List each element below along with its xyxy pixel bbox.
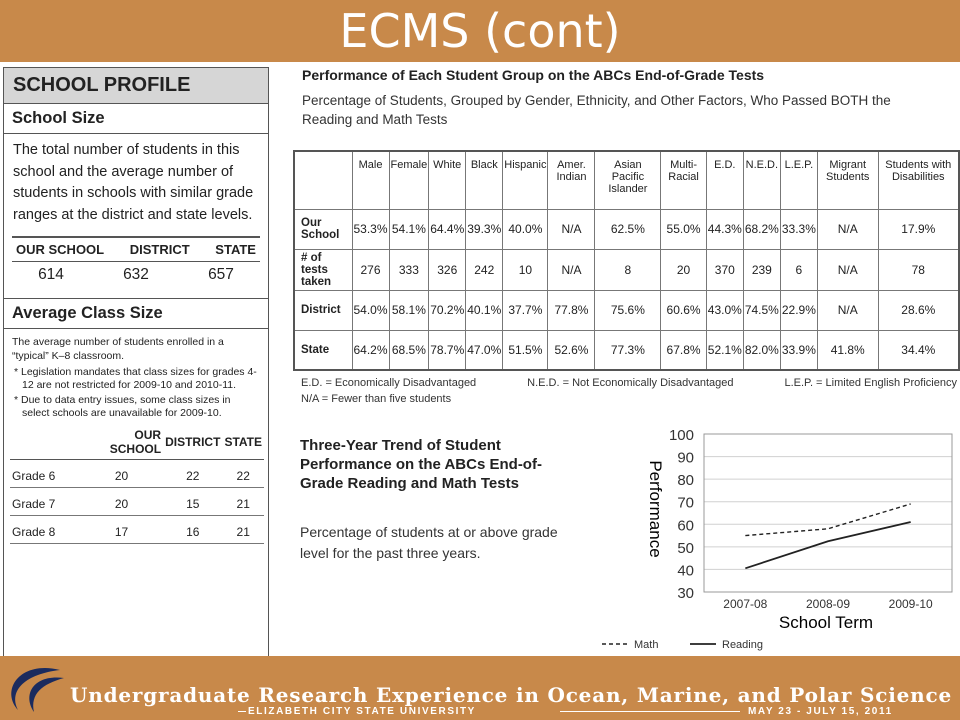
- school-profile-header: SCHOOL PROFILE: [4, 68, 268, 104]
- row-label: # of tests taken: [294, 249, 352, 290]
- footer-program-title: Undergraduate Research Experience in Ocean, Marine, and Polar Science: [70, 683, 952, 707]
- col-state: STATE: [215, 241, 256, 257]
- x-tick-label: 2007-08: [723, 597, 768, 611]
- table-row: [10, 488, 264, 516]
- table-cell: 40.1%: [466, 290, 503, 330]
- table-row: [294, 209, 959, 249]
- table-cell: 370: [706, 249, 743, 290]
- school-size-header-row: [4, 238, 268, 261]
- table-row: [294, 290, 959, 330]
- legend-label: Reading: [722, 639, 763, 651]
- avg-class-size-heading: Average Class Size: [4, 298, 268, 329]
- legend-lep: L.E.P. = Limited English Proficiency: [784, 377, 957, 389]
- table-cell: 28.6%: [878, 290, 959, 330]
- x-tick-label: 2008-09: [805, 597, 851, 611]
- table-cell: 52.6%: [548, 330, 595, 370]
- column-header: Hispanic: [503, 151, 548, 209]
- table-cell: 34.4%: [878, 330, 959, 370]
- state-size: 657: [208, 266, 234, 283]
- col-district: DISTRICT: [163, 425, 222, 460]
- table-cell: 82.0%: [743, 330, 780, 370]
- table-cell: 53.3%: [352, 209, 389, 249]
- table-cell: 52.1%: [706, 330, 743, 370]
- column-header: Black: [466, 151, 503, 209]
- row-label: State: [294, 330, 352, 370]
- school-size-description: The total number of students in this school and the average number of students in schools with similar grade ranges at the district and state levels.: [13, 142, 254, 223]
- grade-label: Grade 6: [10, 460, 80, 488]
- y-tick-label: 80: [677, 472, 694, 490]
- legend-ned: N.E.D. = Not Economically Disadvantaged: [527, 377, 734, 389]
- table-cell: 239: [743, 249, 780, 290]
- table-cell: 40.0%: [503, 209, 548, 249]
- district-value: 22: [163, 460, 222, 488]
- avg-class-note: * Legislation mandates that class sizes for grades 4-12 are not restricted for 2009-10 and 2010-11.: [14, 366, 257, 391]
- table-cell: 68.2%: [743, 209, 780, 249]
- table-cell: 41.8%: [817, 330, 878, 370]
- column-header: Asian Pacific Islander: [595, 151, 661, 209]
- school-value: 17: [80, 516, 163, 544]
- avg-class-note: * Due to data entry issues, some class sizes in select schools are unavailable for 2009-10.: [14, 394, 231, 419]
- trend-line-chart: [600, 422, 960, 656]
- table-cell: 39.3%: [466, 209, 503, 249]
- table-cell: 8: [595, 249, 661, 290]
- series-line-reading: [745, 522, 910, 568]
- column-header: Male: [352, 151, 389, 209]
- trend-title: Three-Year Trend of Student Performance on the ABCs End-of-Grade Reading and Math Tests: [300, 437, 542, 492]
- series-line-math: [745, 504, 910, 536]
- state-value: 21: [222, 488, 264, 516]
- table-cell: 77.8%: [548, 290, 595, 330]
- table-header-row: [294, 151, 959, 209]
- table-cell: 54.0%: [352, 290, 389, 330]
- grade-label: Grade 7: [10, 488, 80, 516]
- table-row: [294, 330, 959, 370]
- table-cell: 20: [661, 249, 706, 290]
- footer-dates: MAY 23 - JULY 15, 2011: [748, 706, 893, 717]
- legend-na: N/A = Fewer than five students: [301, 393, 452, 405]
- col-our-school: OUR SCHOOL: [16, 241, 105, 257]
- column-header: Amer. Indian: [548, 151, 595, 209]
- footer-university: ELIZABETH CITY STATE UNIVERSITY: [248, 706, 476, 717]
- performance-table: [293, 150, 960, 371]
- table-cell: 58.1%: [389, 290, 429, 330]
- table-header-row: [10, 425, 264, 460]
- y-tick-label: 40: [677, 562, 694, 580]
- column-header: Multi-Racial: [661, 151, 706, 209]
- performance-subtitle: Percentage of Students, Grouped by Gender, Ethnicity, and Other Factors, Who Passed BOTH the Reading and Math Tests: [302, 93, 891, 127]
- table-cell: 70.2%: [429, 290, 466, 330]
- column-header: L.E.P.: [780, 151, 817, 209]
- column-header: N.E.D.: [743, 151, 780, 209]
- state-value: 21: [222, 516, 264, 544]
- district-value: 15: [163, 488, 222, 516]
- y-tick-label: 100: [668, 427, 694, 444]
- table-cell: N/A: [817, 249, 878, 290]
- table-cell: 75.6%: [595, 290, 661, 330]
- legend-ed: E.D. = Economically Disadvantaged: [301, 377, 477, 389]
- performance-table-body: [294, 209, 959, 370]
- table-cell: 47.0%: [466, 330, 503, 370]
- performance-title: Performance of Each Student Group on the ABCs End-of-Grade Tests: [302, 67, 765, 83]
- table-cell: 33.9%: [780, 330, 817, 370]
- table-cell: 333: [389, 249, 429, 290]
- footer-rule: [560, 711, 740, 712]
- table-cell: 64.4%: [429, 209, 466, 249]
- table-cell: 60.6%: [661, 290, 706, 330]
- table-cell: 6: [780, 249, 817, 290]
- table-cell: 242: [466, 249, 503, 290]
- our-school-size: 614: [38, 266, 64, 283]
- table-cell: 17.9%: [878, 209, 959, 249]
- y-tick-label: 70: [677, 494, 694, 512]
- district-value: 16: [163, 516, 222, 544]
- y-tick-label: 90: [677, 449, 694, 467]
- table-cell: N/A: [817, 290, 878, 330]
- table-cell: 77.3%: [595, 330, 661, 370]
- school-profile-panel: [3, 67, 269, 657]
- table-cell: 43.0%: [706, 290, 743, 330]
- column-header: White: [429, 151, 466, 209]
- table-cell: 68.5%: [389, 330, 429, 370]
- table-cell: 37.7%: [503, 290, 548, 330]
- table-cell: 22.9%: [780, 290, 817, 330]
- table-cell: 10: [503, 249, 548, 290]
- avg-class-description: The average number of students enrolled in a “typical” K–8 classroom.: [12, 336, 224, 362]
- legend-label: Math: [634, 639, 659, 651]
- trend-description: Percentage of students at or above grade level for the past three years.: [300, 524, 558, 561]
- school-value: 20: [80, 460, 163, 488]
- table-cell: 326: [429, 249, 466, 290]
- table-cell: 55.0%: [661, 209, 706, 249]
- x-axis-label: School Term: [778, 613, 874, 632]
- row-label: Our School: [294, 209, 352, 249]
- y-axis-label: Performance: [646, 460, 665, 558]
- table-cell: N/A: [548, 209, 595, 249]
- table-cell: 78.7%: [429, 330, 466, 370]
- table-cell: 276: [352, 249, 389, 290]
- table-legend: [301, 377, 957, 405]
- x-tick-label: 2009-10: [888, 597, 933, 611]
- table-cell: 62.5%: [595, 209, 661, 249]
- district-size: 632: [123, 266, 149, 283]
- table-cell: 33.3%: [780, 209, 817, 249]
- y-tick-label: 30: [677, 585, 694, 602]
- grade-label: Grade 8: [10, 516, 80, 544]
- table-row: [10, 516, 264, 544]
- column-header: Female: [389, 151, 429, 209]
- school-size-heading: School Size: [4, 104, 268, 134]
- school-size-values-row: [4, 262, 268, 298]
- state-value: 22: [222, 460, 264, 488]
- table-cell: 44.3%: [706, 209, 743, 249]
- col-state: STATE: [222, 425, 264, 460]
- table-cell: 54.1%: [389, 209, 429, 249]
- footer-rule: [238, 711, 246, 712]
- table-cell: 64.2%: [352, 330, 389, 370]
- row-label: District: [294, 290, 352, 330]
- table-cell: N/A: [817, 209, 878, 249]
- avg-class-table: [10, 425, 264, 544]
- column-header: Migrant Students: [817, 151, 878, 209]
- table-cell: N/A: [548, 249, 595, 290]
- table-row: [294, 249, 959, 290]
- table-cell: 67.8%: [661, 330, 706, 370]
- table-cell: 78: [878, 249, 959, 290]
- y-tick-label: 50: [677, 539, 694, 557]
- table-row: [10, 460, 264, 488]
- table-cell: 74.5%: [743, 290, 780, 330]
- col-our-school: OUR SCHOOL: [80, 425, 163, 460]
- ecsu-swoosh-logo-icon: [0, 656, 70, 720]
- plot-frame: [704, 434, 952, 592]
- col-district: DISTRICT: [129, 241, 190, 257]
- y-tick-label: 60: [677, 517, 694, 535]
- column-header: Students with Disabilities: [878, 151, 959, 209]
- slide-title: ECMS (cont): [339, 4, 621, 58]
- school-value: 20: [80, 488, 163, 516]
- table-cell: 51.5%: [503, 330, 548, 370]
- column-header: E.D.: [706, 151, 743, 209]
